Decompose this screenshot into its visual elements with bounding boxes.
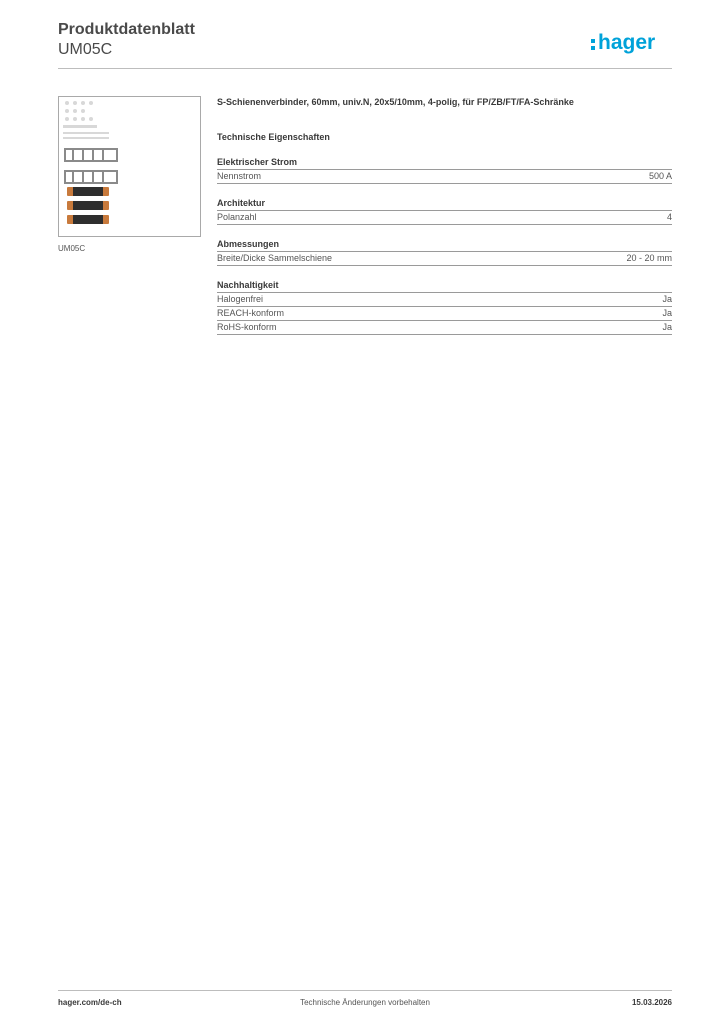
- spec-row: [217, 306, 672, 320]
- page-footer: [58, 998, 672, 1010]
- spec-label: Nennstrom: [217, 171, 262, 181]
- page-header: [58, 20, 672, 68]
- product-code: UM05C: [58, 41, 113, 58]
- spec-value: Ja: [662, 322, 672, 332]
- group-title: Nachhaltigkeit: [217, 280, 279, 290]
- spec-value: 500 A: [648, 171, 672, 181]
- logo-text: hager: [598, 31, 656, 54]
- spec-row: [217, 320, 672, 335]
- spec-value: Ja: [662, 308, 672, 318]
- product-description: S-Schienenverbinder, 60mm, univ.N, 20x5/10mm, 4-polig, für FP/ZB/FT/FA-Schränke: [217, 97, 574, 107]
- busbar-connector-icon: [59, 97, 200, 236]
- specs-section-title: Technische Eigenschaften: [217, 132, 330, 142]
- spec-label: REACH-konform: [217, 308, 285, 318]
- group-title: Elektrischer Strom: [217, 157, 298, 167]
- image-caption: UM05C: [58, 244, 86, 253]
- spec-group-electrical: [217, 156, 672, 184]
- spec-row: [217, 292, 672, 306]
- spec-group-dimensions: [217, 238, 672, 266]
- footer-divider: [58, 990, 672, 991]
- spec-label: Polanzahl: [217, 212, 257, 222]
- spec-value: 20 - 20 mm: [626, 253, 672, 263]
- spec-label: Halogenfrei: [217, 294, 264, 304]
- spec-value: Ja: [662, 294, 672, 304]
- spec-group-sustainability: [217, 279, 672, 335]
- spec-label: RoHS-konform: [217, 322, 277, 332]
- product-image: [58, 96, 201, 237]
- group-title: Abmessungen: [217, 239, 280, 249]
- spec-group-architecture: [217, 197, 672, 225]
- footer-notice: Technische Änderungen vorbehalten: [300, 998, 430, 1007]
- spec-row: [217, 251, 672, 266]
- spec-content: [217, 96, 672, 335]
- spec-row: [217, 169, 672, 184]
- spec-value: 4: [666, 212, 672, 222]
- footer-website-link[interactable]: hager.com/de-ch: [58, 998, 122, 1007]
- footer-date: 15.03.2026: [631, 998, 672, 1007]
- page-title: Produktdatenblatt: [58, 21, 195, 38]
- group-title: Architektur: [217, 198, 266, 208]
- spec-label: Breite/Dicke Sammelschiene: [217, 253, 333, 263]
- hager-logo: [590, 28, 672, 56]
- spec-row: [217, 210, 672, 225]
- header-divider: [58, 68, 672, 69]
